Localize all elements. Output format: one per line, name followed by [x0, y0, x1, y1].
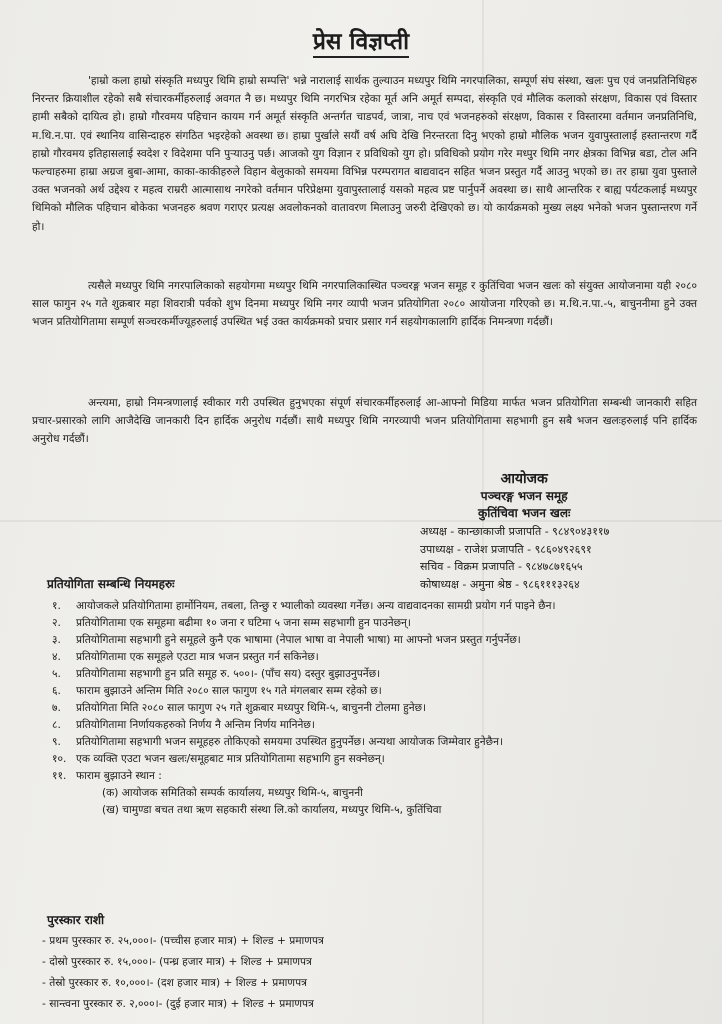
organizer-group-2: कुतिंचिवा भजन खलः	[478, 506, 571, 520]
prize-first: - प्रथम पुरस्कार रु. २५,०००।- (पच्चीस हजार मात्र) + शिल्ड + प्रमाणपत्र	[42, 935, 324, 947]
rule-number: २.	[52, 617, 61, 629]
rule-item	[52, 598, 702, 615]
organizer-block	[478, 470, 570, 522]
rule-number: ९.	[52, 736, 61, 748]
rule-text: आयोजकले प्रतियोगितामा हार्मोनियम, तबला, तिन्छु र भ्यालीको व्यवस्था गर्नेछ। अन्य वाद्यवादनका सामग्री प्रयोग गर्न पाइने छैन।	[76, 600, 556, 612]
rule-item	[52, 632, 702, 649]
rules-heading: प्रतियोगिता सम्बन्धि नियमहरुः	[47, 577, 175, 591]
officer-president: अध्यक्ष - कान्छाकाजी प्रजापति - ९८४९०४३११७	[420, 525, 610, 538]
organizer-group-1: पञ्चरङ्ग भजन समूह	[480, 489, 568, 503]
officer-treasurer: कोषाध्यक्ष - अमुना श्रेष्ठ - ९८६१११३२६४	[420, 577, 580, 591]
prize-second: - दोस्रो पुरस्कार रु. १५,०००।- (पन्ध्र हजार मात्र) + शिल्ड + प्रमाणपत्र	[42, 956, 312, 968]
rule-number: १०.	[52, 753, 67, 765]
rule-text: प्रतियोगितामा सहभागी हुने समूहले कुनै एक भाषामा (नेपाल भाषा वा नेपाली भाषा) मा आफ्नो भजन प्रस्तुत गर्नुपर्नेछ।	[76, 634, 521, 646]
rule-number: ११.	[52, 770, 67, 782]
rule-item	[52, 751, 702, 768]
rule-text: फाराम बुझाउने स्थान :	[76, 770, 162, 782]
rule-text: प्रतियोगितामा सहभागी हुन प्रति समूह रु. ५००।- (पाँच सय) दस्तुर बुझाउनुपर्नेछ।	[76, 668, 381, 680]
prize-heading: पुरस्कार राशी	[47, 913, 105, 927]
intro-paragraph: 'हाम्रो कला हाम्रो संस्कृति मध्यपुर थिमि हाम्रो सम्पत्ति' भन्ने नारालाई सार्थक तुल्याउन मध्यपुर थिमि नगरपालिका, सम्पूर्ण संघ संस्था, खलः पुच एवं जनप्रतिनिधिहरु निरन्तर क्रियाशील रहेको सबै संचारकर्मीहरुलाई अवगत नै छ। मध्यपुर थिमि नगरभित्र रहेका मूर्त अनि अमूर्त सम्पदा, संस्कृति एवं मौलिक कलाको संरक्षण, विकास एवं विस्तार हामी सबैको दायित्व हो। हाम्रो गौरवमय पहिचान कायम गर्न अमूर्त संस्कृति अन्तर्गत चाडपर्व, जात्रा, नाच एवं भजनहरुको संरक्षण, विकास र विस्तारमा वर्तमान जनप्रतिनिधि, म.थि.न.पा. एवं स्थानिय वासिन्दाहरु संगठित भइरहेको अवस्था छ। हाम्रा पुर्खाले सयौं वर्ष अघि देखि निरन्तरता दिनु भएको हाम्रो मौलिक भजन युवापुस्तालाई हस्तान्तरण गर्दै हाम्रो गौरवमय इतिहासलाई स्वदेश र विदेशमा पनि पुऱ्याउनु पर्छ। आजको युग विज्ञान र प्रविधिको युग हो। प्रविधिको प्रयोग गरेर मध्पुर थिमि नगर क्षेत्रका विभिन्न बडा, टोल अनि फल्चाहरुमा हाम्रा अग्रज बुबा-आमा, काका-काकीहरुले विहान बेलुकाको समयमा विभिन्न परम्परागत बाद्यवादन सहित भजन प्रस्तुत गर्दै आउनु भएको छ। तर हाम्रा युवा पुस्ताले उक्त भजनको अर्थ उद्देश्य र महत्व राम्ररी आत्मासाथ नगरेको वर्तमान परिप्रेक्षमा युवापुस्तालाई यसको महत्व प्रष्ट पार्नुपर्ने अवस्था छ। साथै आन्तरिक र बाह्य पर्यटकलाई मध्यपुर थिमिको मौलिक पहिचान बोकेका भजनहरु श्रवण गराएर प्रत्यक्ष अवलोकनको वातावरण मिलाउनु जरुरी देखिएको छ। यो कार्यक्रमको मुख्य लक्ष्य भनेको भजन पुस्तान्तरण गर्ने हो।	[32, 75, 697, 233]
rule-number: ५.	[52, 668, 61, 680]
rule-item	[52, 666, 702, 683]
paper-fold-horizontal	[0, 520, 722, 522]
rule-item	[52, 683, 702, 700]
rule-text: प्रतियोगिता मिति २०८० साल फागुण २५ गते शुक्रबार मध्यपुर थिमि-५, बाचुननी टोलमा हुनेछ।	[76, 702, 427, 714]
rule-text: प्रतियोगितामा एक समूहमा बढीमा १० जना र घटिमा ५ जना सम्म सहभागी हुन पाउनेछन्।	[76, 617, 411, 629]
submission-location-2: (ख) चामुण्डा बचत तथा ऋण सहकारी संस्था लि.को कार्यालय, मध्यपुर थिमि-५, कुतिंचिवा	[102, 804, 442, 816]
rule-number: ३.	[52, 634, 61, 646]
rule-text: प्रतियोगितामा निर्णायकहरुको निर्णय नै अन्तिम निर्णय मानिनेछ।	[76, 719, 315, 731]
announcement-paragraph: त्यसैले मध्यपुर थिमि नगरपालिकाको सहयोगमा मध्यपुर थिमि नगरपालिकास्थित पञ्चरङ्ग भजन समूह र कुतिंचिवा भजन खलः को संयुक्त आयोजनामा यही २०८० साल फागुन २५ गते शुक्रबार महा शिवरात्री पर्वको शुभ दिनमा मध्यपुर थिमि नगर व्यापी भजन प्रतियोगिता २०८० आयोजना गरिएको छ। म.थि.न.पा.-५, बाचुननीमा हुने उक्त भजन प्रतियोगितामा सम्पूर्ण सञ्चरकर्मीज्यूहरुलाई उपस्थित भई उक्त कार्यक्रमको प्रचार प्रसार गर्न सहयोगकालागि हार्दिक निमन्त्रणा गर्दछौं।	[32, 280, 697, 329]
prize-list	[42, 931, 324, 1015]
closing-paragraph: अन्त्यमा, हाम्रो निमन्त्रणालाई स्वीकार गरी उपस्थित हुनुभएका संपूर्ण संचारकर्मीहरुलाई आ-आफ्नो मिडिया मार्फत भजन प्रतियोगिता सम्बन्धी जानकारी सहित प्रचार-प्रसारको लागि आजैदेखि जानकारी दिन हार्दिक अनुरोध गर्दछौं। साथै मध्यपुर थिमि नगरव्यापी भजन प्रतियोगितामा सहभागी हुन सबै भजन खलःहरुलाई पनि हार्दिक अनुरोध गर्दछौं।	[32, 397, 697, 446]
officer-vice-president: उपाध्यक्ष - राजेश प्रजापति - ९८६०४९२६९१	[420, 542, 592, 556]
rule-item	[52, 649, 702, 666]
rule-text: प्रतियोगितामा एक समूहले एउटा मात्र भजन प्रस्तुत गर्न सकिनेछ।	[76, 651, 319, 663]
rule-number: ४.	[52, 651, 61, 663]
organizer-heading: आयोजक	[500, 471, 548, 487]
rule-item	[52, 615, 702, 632]
rule-number: १.	[52, 600, 61, 612]
page-title: प्रेस विज्ञप्ती	[0, 24, 722, 56]
officer-list	[420, 523, 609, 593]
rule-item	[52, 717, 702, 734]
rule-item	[52, 768, 702, 785]
rule-number: ६.	[52, 685, 61, 697]
officer-secretary: सचिव - विक्रम प्रजापति - ९८४७८७१६५५	[420, 560, 583, 573]
rules-list	[52, 598, 702, 819]
rule-text: एक व्यक्ति एउटा भजन खलः/समूहबाट मात्र प्रतियोगितामा सहभागि हुन सक्नेछन्।	[76, 753, 385, 765]
rule-text: फाराम बुझाउने अन्तिम मिति २०८० साल फागुण १५ गते मंगलबार सम्म रहेको छ।	[76, 685, 382, 697]
rule-number: ७.	[52, 702, 61, 714]
prize-third: - तेस्रो पुरस्कार रु. १०,०००।- (दश हजार मात्र) + शिल्ड + प्रमाणपत्र	[42, 977, 307, 989]
submission-location-1: (क) आयोजक समितिको सम्पर्क कार्यालय, मध्यपुर थिमि-५, बाचुननी	[102, 787, 363, 799]
rule-item	[52, 734, 702, 751]
rule-text: प्रतियोगितामा सहभागी भजन समूहहरु तोकिएको समयमा उपस्थित हुनुपर्नेछ। अन्यथा आयोजक जिम्मेवार हुनेछैन।	[76, 736, 503, 748]
prize-consolation: - सान्त्वना पुरस्कार रु. २,०००।- (दुई हजार मात्र) + शिल्ड + प्रमाणपत्र	[42, 998, 314, 1010]
rule-number: ८.	[52, 719, 61, 731]
rule-item	[52, 700, 702, 717]
